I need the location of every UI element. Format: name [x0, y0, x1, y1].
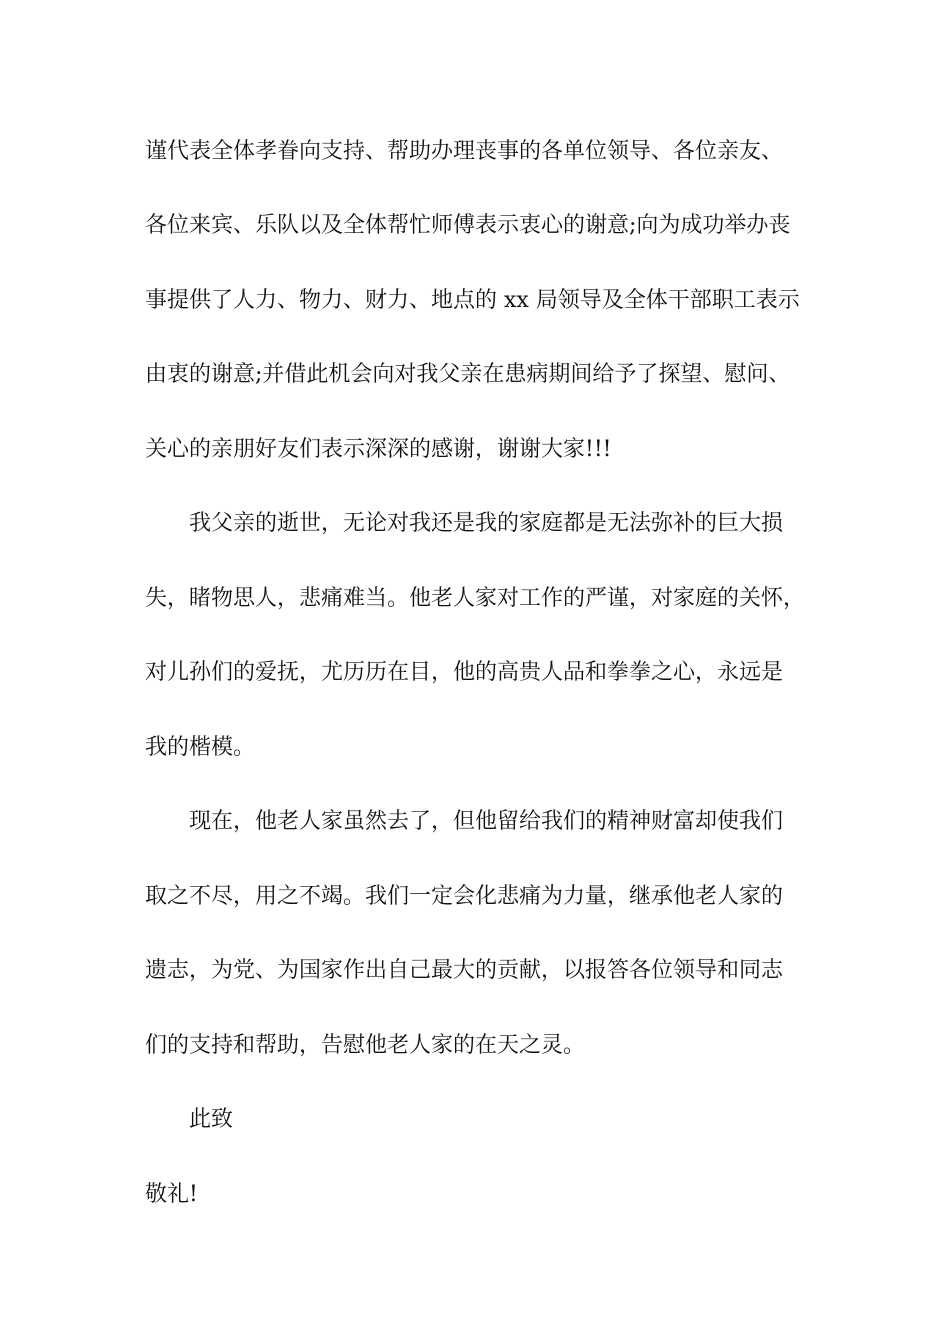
paragraph-2-line-3: 对儿孙们的爱抚，尤历历在目，他的高贵人品和拳拳之心，永远是: [145, 660, 784, 685]
paragraph-3-line-4: 们的支持和帮助，告慰他老人家的在天之灵。: [145, 1033, 586, 1058]
paragraph-2-line-1: 我父亲的逝世，无论对我还是我的家庭都是无法弥补的巨大损: [189, 511, 784, 536]
paragraph-1-line-1: 谨代表全体孝眷向支持、帮助办理丧事的各单位领导、各位亲友、: [145, 139, 784, 164]
paragraph-1-line-2: 各位来宾、乐队以及全体帮忙师傅表示衷心的谢意;向为成功举办丧: [145, 213, 791, 238]
paragraph-3-line-3: 遗志，为党、为国家作出自己最大的贡献，以报答各位领导和同志: [145, 958, 784, 983]
paragraph-1-line-4: 由衷的谢意;并借此机会向对我父亲在患病期间给予了探望、慰问、: [145, 362, 791, 387]
closing-salutation: 此致: [189, 1107, 234, 1132]
paragraph-3-line-2: 取之不尽，用之不竭。我们一定会化悲痛为力量，继承他老人家的: [145, 884, 784, 909]
paragraph-3-line-1: 现在，他老人家虽然去了，但他留给我们的精神财富却使我们: [189, 809, 784, 834]
closing-regards: 敬礼!: [145, 1182, 198, 1207]
paragraph-2-line-4: 我的楷模。: [145, 735, 256, 760]
paragraph-2-line-2: 失，睹物思人，悲痛难当。他老人家对工作的严谨，对家庭的关怀，: [145, 586, 806, 611]
paragraph-1-line-3: 事提供了人力、物力、财力、地点的 xx 局领导及全体干部职工表示: [145, 288, 800, 313]
paragraph-1-line-5: 关心的亲朋好友们表示深深的感谢，谢谢大家!!!: [145, 437, 612, 462]
